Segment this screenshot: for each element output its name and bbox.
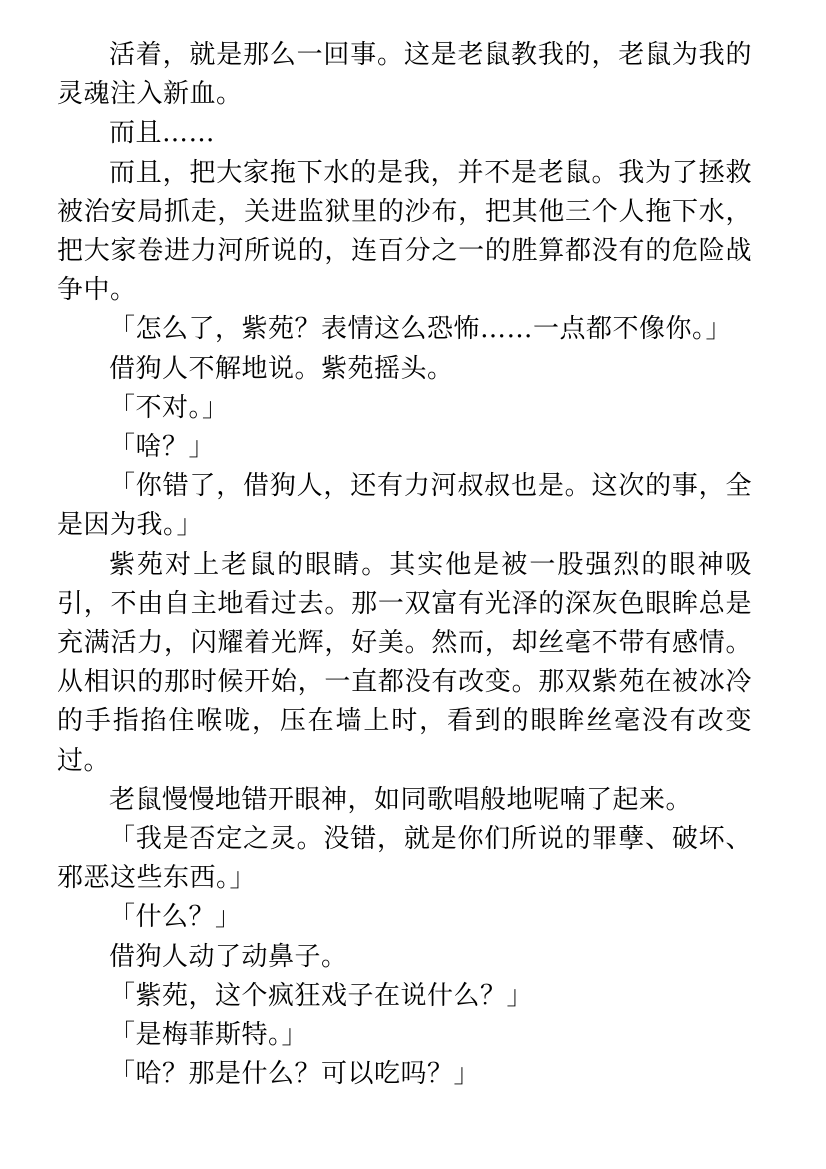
paragraph-8: 「你错了，借狗人，还有力河叔叔也是。这次的事，全是因为我。」 — [57, 471, 752, 541]
paragraph-5: 借狗人不解地说。紫苑摇头。 — [109, 353, 454, 384]
paragraph-13: 借狗人动了动鼻子。 — [109, 941, 348, 972]
paragraph-1: 活着，就是那么一回事。这是老鼠教我的，老鼠为我的灵魂注入新血。 — [57, 40, 752, 110]
paragraph-16: 「哈？那是什么？可以吃吗？」 — [109, 1059, 481, 1090]
paragraph-9: 紫苑对上老鼠的眼睛。其实他是被一股强烈的眼神吸引，不由自主地看过去。那一双富有光泽的深灰色眼眸总是充满活力，闪耀着光辉，好美。然而，却丝毫不带有感情。从相识的那时候开始，一直都没有改变。那双紫苑在被冰冷的手指掐住喉咙，压在墙上时，看到的眼眸丝毫没有改变过。 — [57, 549, 752, 776]
paragraph-11: 「我是否定之灵。没错，就是你们所说的罪孽、破坏、邪恶这些东西。」 — [57, 824, 752, 894]
paragraph-2: 而且…… — [109, 118, 216, 149]
paragraph-6: 「不对。」 — [109, 392, 229, 423]
paragraph-14: 「紫苑，这个疯狂戏子在说什么？」 — [109, 980, 534, 1011]
paragraph-4: 「怎么了，紫苑？表情这么恐怖……一点都不像你。」 — [109, 314, 733, 345]
document-page — [57, 36, 752, 1094]
paragraph-12: 「什么？」 — [109, 902, 242, 933]
paragraph-10: 老鼠慢慢地错开眼神，如同歌唱般地呢喃了起来。 — [109, 784, 693, 815]
paragraph-15: 「是梅菲斯特。」 — [109, 1020, 309, 1051]
paragraph-7: 「啥？」 — [109, 432, 216, 463]
paragraph-3: 而且，把大家拖下水的是我，并不是老鼠。我为了拯救被治安局抓走，关进监狱里的沙布，把其他三个人拖下水，把大家卷进力河所说的，连百分之一的胜算都没有的危险战争中。 — [57, 157, 752, 306]
